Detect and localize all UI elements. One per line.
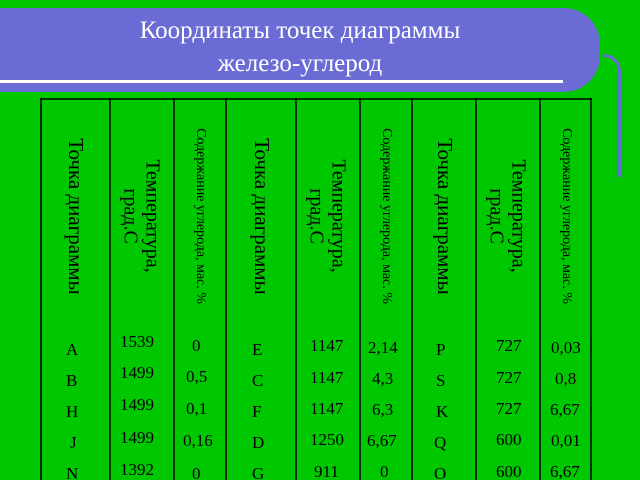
g2-point-e: E [252,340,263,359]
g3-temp-k: 727 [496,399,522,418]
g1-point-j: J [70,433,77,452]
g3-carbon-k: 6,67 [550,400,580,419]
g3-temp-q: 600 [496,430,522,449]
g1-temp-b: 1499 [120,363,154,382]
decorative-frame [604,54,621,177]
g1-point-h: H [66,402,79,421]
g2-point-d: D [252,433,265,452]
coordinates-table [40,98,592,480]
slide-title [0,14,600,80]
g1-carbon-n: 0 [192,464,201,480]
g2-carbon-f: 6,3 [372,400,394,419]
g1-carbon-b: 0,5 [186,367,208,386]
g2-carbon-g: 0 [380,462,389,480]
g1-temp-h: 1499 [120,395,154,414]
g1-point-a: A [66,340,79,359]
g1-carbon-h: 0,1 [186,399,208,418]
g2-point-f: F [252,402,262,421]
g1-temp-a: 1539 [120,332,154,351]
g2-point-g: G [252,464,265,480]
g3-point-s: S [436,371,446,390]
header-carbon-1: Содержание углерода, мас. % [193,128,208,304]
g2-temp-d: 1250 [310,430,344,449]
g3-temp-p: 727 [496,336,522,355]
g1-temp-n: 1392 [120,460,154,479]
g3-point-k: K [436,402,449,421]
g2-carbon-d: 6,67 [367,431,397,450]
g1-carbon-j: 0,16 [183,431,213,450]
title-line-1: Координаты точек диаграммы [139,17,461,44]
g3-temp-o: 600 [496,462,522,480]
g1-point-b: B [66,371,78,390]
g2-carbon-e: 2,14 [368,338,398,357]
g2-temp-f: 1147 [310,399,344,418]
g3-point-p: P [436,340,446,359]
g3-carbon-q: 0,01 [551,431,581,450]
g2-point-c: C [252,371,264,390]
g3-point-q: Q [434,433,447,452]
g2-carbon-c: 4,3 [372,369,394,388]
g1-point-n: N [66,464,79,480]
g3-carbon-s: 0,8 [555,369,577,388]
header-carbon-2: Содержание углерода, мас. % [379,128,394,304]
header-temperature-2: Температура, град.С [306,159,350,273]
g3-carbon-p: 0,03 [551,338,581,357]
header-temperature-1: Температура, град.С [120,159,164,273]
title-line-2: железо-углерод [217,50,383,77]
g3-carbon-o: 6,67 [550,462,580,480]
header-point-1: Точка диаграммы [64,137,88,295]
title-underline [0,80,563,83]
header-temperature-3: Температура, град.С [486,159,530,273]
g1-carbon-a: 0 [192,336,201,355]
g1-temp-j: 1499 [120,428,154,447]
g2-temp-e: 1147 [310,336,344,355]
header-point-2: Точка диаграммы [249,137,274,295]
header-carbon-3: Содержание углерода, мас. % [558,128,574,304]
g3-temp-s: 727 [496,368,522,387]
g2-temp-c: 1147 [310,368,344,387]
header-point-3: Точка диаграммы [432,137,457,295]
g2-temp-g: 911 [314,462,339,480]
g3-point-o: O [434,464,447,480]
